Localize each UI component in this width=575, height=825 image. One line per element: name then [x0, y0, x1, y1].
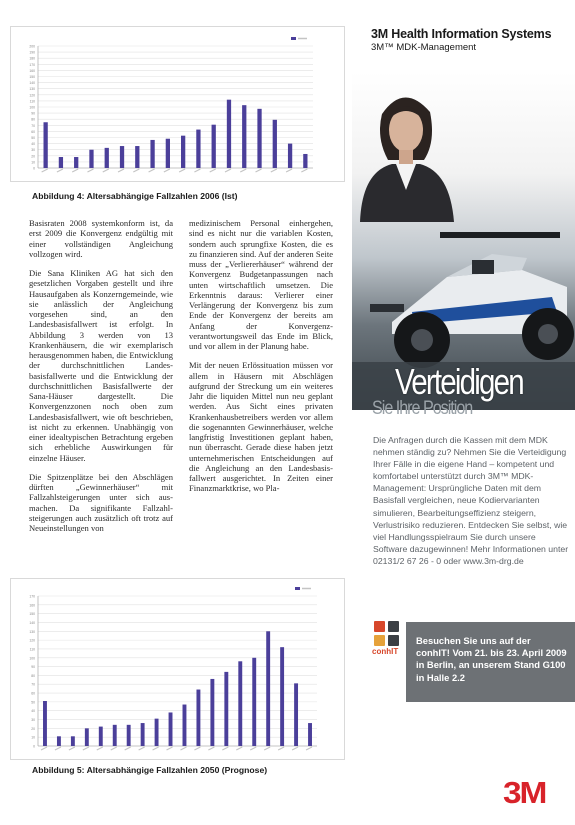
race-car: [370, 232, 574, 368]
y-tick-label: 70: [31, 682, 35, 687]
bar: [127, 725, 131, 746]
y-tick-label: 180: [29, 56, 35, 61]
y-tick-label: 130: [29, 87, 35, 92]
bar: [252, 658, 256, 746]
y-tick-label: 20: [31, 154, 35, 159]
y-tick-label: 170: [29, 594, 35, 599]
y-tick-label: 200: [29, 44, 35, 49]
y-tick-label: 60: [31, 691, 35, 696]
figure-4-caption: Abbildung 4: Altersabhängige Fallzahlen 2006 (Ist): [32, 191, 238, 201]
bar: [280, 647, 284, 746]
paragraph: medizinischem Personal einhergehen, sind es nicht nur die variablen Kosten, sondern auch sprungfixe Kosten, die es zu finanzieren sind. Auf der anderen Seite muss der „Verliererhäuser“ während der Konvergenz Budgetanpassungen nach unten wirtschaftlich umsetzen. Die Erkenntnis daraus: Verlierer einer Verlängerung der Konvergenz bis zum Ende der Konvergenz der bereits am Anfang der Konvergenzverantwortungsweil das Ende im Blick, und vor allem in der Planung habe.: [189, 218, 333, 351]
y-tick-label: 170: [29, 62, 35, 67]
bar: [105, 148, 109, 168]
paragraph: Mit der neuen Erlössituation müssen vor allem in Häusern mit Abschlägen aufgrund der Streckung um ein weiteres Jahr die liquiden Mittel nun neu geplant werden. Aus Sicht eines privaten Krankenhausbetreibers werden vor allem die sogenannten Gewinnerhäuser, welche langfristig Investitionen geplant haben, nun überrascht. Gerade diese haben jetzt unternehmerischen Entscheidungen auf die Angleichung an den Landesbasisfallwert ausgerichtet. In Zeiten einer Finanzmarktkrise, wo Pla-: [189, 360, 333, 494]
bar: [224, 672, 228, 746]
y-tick-label: 160: [29, 603, 35, 608]
y-tick-label: 30: [31, 718, 35, 723]
chart-fallzahlen-2006: [10, 26, 345, 182]
paragraph: Die Spitzenplätze bei den Abschlägen dürften „Gewinnerhäuser“ mit Fallzahlsteigerungen unter sich ausmachen. Da signifikante Fallzahlsteigerungen auch zusätzlich oft trotz auf Neueinstellungen von: [29, 471, 173, 533]
y-tick-label: 70: [31, 123, 35, 128]
bar: [294, 683, 298, 746]
bar: [169, 712, 173, 746]
y-tick-label: 80: [31, 673, 35, 678]
y-tick-label: 130: [29, 629, 35, 634]
article-column-2: [189, 218, 333, 503]
bar: [303, 154, 307, 168]
conhit-square-icon: [374, 635, 385, 646]
y-tick-label: 0: [33, 744, 35, 749]
woman-figure: [360, 97, 454, 222]
y-tick-label: 140: [29, 620, 35, 625]
chart-fallzahlen-2050: [10, 578, 345, 760]
3m-logo: 3M: [503, 775, 546, 810]
bar: [238, 661, 242, 746]
conhit-square-icon: [388, 621, 399, 632]
chart-2-svg: [10, 578, 345, 760]
ad-photo: [352, 72, 575, 410]
y-tick-label: 190: [29, 50, 35, 55]
bar: [135, 146, 139, 168]
ad-body-text: Die Anfragen durch die Kassen mit dem MDK nehmen ständig zu? Nehmen Sie die Verteidigung Ihrer Fälle in die eigene Hand – kompetent und komfortabel unterstützt durch 3M™ MDK-Management: Ursprüngliche Daten mit dem Basisfall vergleichen, neue Kodiervarianten simulieren, Bearbeitungseffizienz steigern, Verlustrisiko reduzieren. Entdecken Sie selbst, wie viel Handlungsspielraum Sie durch unsere Software dazugewinnen! Mehr Informationen unter 02131/2 67 26 - 0 oder www.3m-drg.de: [373, 435, 569, 566]
bar: [257, 109, 261, 168]
bar: [273, 120, 277, 168]
ad-slogan-line-2: Sie Ihre Position: [372, 398, 473, 419]
y-tick-label: 10: [31, 160, 35, 165]
chart-1-svg: [10, 26, 345, 182]
visit-box: Besuchen Sie uns auf der conhIT! Vom 21. bis 23. April 2009 in Berlin, an unserem Stand G100 in Halle 2.2: [406, 622, 575, 702]
y-tick-label: 40: [31, 142, 35, 147]
article-column-1: [29, 218, 173, 542]
y-tick-label: 110: [29, 647, 35, 652]
y-tick-label: 160: [29, 68, 35, 73]
y-tick-label: 90: [31, 665, 35, 670]
ad-brand: 3M Health Information Systems: [371, 27, 552, 41]
bar: [113, 725, 117, 746]
bar: [288, 144, 292, 168]
y-tick-label: 110: [29, 99, 35, 104]
y-tick-label: 40: [31, 709, 35, 714]
bar: [89, 150, 93, 168]
bar: [85, 728, 89, 746]
y-tick-label: 90: [31, 111, 35, 116]
conhit-label: conhIT: [372, 647, 399, 656]
y-tick-label: 140: [29, 81, 35, 86]
legend-swatch: [291, 37, 296, 40]
ad-slogan-line-1: Verteidigen: [395, 361, 523, 402]
ad-header: [371, 27, 551, 53]
figure-5-caption: Abbildung 5: Altersabhängige Fallzahlen 2050 (Prognose): [32, 765, 268, 775]
y-tick-label: 120: [29, 93, 35, 98]
legend-swatch: [295, 587, 300, 590]
bar: [74, 157, 78, 168]
y-tick-label: 20: [31, 726, 35, 731]
y-tick-label: 150: [29, 612, 35, 617]
bar: [57, 736, 61, 746]
bar: [183, 705, 187, 746]
y-tick-label: 100: [29, 656, 35, 661]
bar: [266, 631, 270, 746]
conhit-square-icon: [374, 621, 385, 632]
y-tick-label: 50: [31, 136, 35, 140]
bar: [155, 719, 159, 746]
bar: [44, 122, 48, 168]
bar: [71, 736, 75, 746]
y-tick-label: 10: [31, 735, 35, 740]
y-tick-label: 120: [29, 638, 35, 643]
bar: [212, 125, 216, 168]
y-tick-label: 150: [29, 75, 35, 79]
bar: [196, 130, 200, 168]
paragraph: Die Sana Kliniken AG hat sich den gesetzlichen Vorgaben gestellt und ihre Hausaufgaben als Konzerngemeinde, wie sie anlässlich der Angleichung vorgesehen sind, an den Landesbasisfallwert ist erfolgt. In Abbildung 3 werden von 13 Krankenhäusern, die wir exemplarisch herausgenommen haben, die Entwicklung der durchschnittlichen Landesbasisfallwerte und die Entwicklung der durchschnittlichen Basisfallwerte der Sana-Häuser dargestellt. Die Konvergenzzonen noch oben zum Landesbasisfallwert, wie oft beschrieben, ist nicht zu erkennen. Unabhängig von einer idealtypischen Betrachtung ergeben sich erhebliche Auswirkungen für einzelne Häuser.: [29, 268, 173, 463]
bar: [227, 100, 231, 168]
bar: [59, 157, 63, 168]
bar: [242, 105, 246, 168]
y-tick-label: 0: [33, 166, 35, 171]
bar: [196, 690, 200, 746]
y-tick-label: 60: [31, 129, 35, 134]
bar: [99, 727, 103, 746]
bar: [210, 679, 214, 746]
bar: [141, 723, 145, 746]
bar: [181, 136, 185, 168]
conhit-square-icon: [388, 635, 399, 646]
paragraph: Basisraten 2008 systemkonform ist, da erst 2009 die Konvergenz endgültig mit einer vollständigen Angleichung vollzogen wird.: [29, 218, 173, 259]
y-tick-label: 50: [31, 700, 35, 705]
y-tick-label: 100: [29, 105, 35, 110]
bar: [308, 723, 312, 746]
bar: [120, 146, 124, 168]
bar: [43, 701, 47, 746]
advertisement-3m: [345, 0, 575, 825]
y-tick-label: 30: [31, 148, 35, 153]
ad-photo-illustration: [352, 72, 575, 410]
bar: [150, 140, 154, 168]
bar: [166, 139, 170, 168]
conhit-logo-icon: [374, 621, 404, 646]
ad-product: 3M™ MDK-Management: [371, 42, 477, 53]
y-tick-label: 80: [31, 117, 35, 122]
